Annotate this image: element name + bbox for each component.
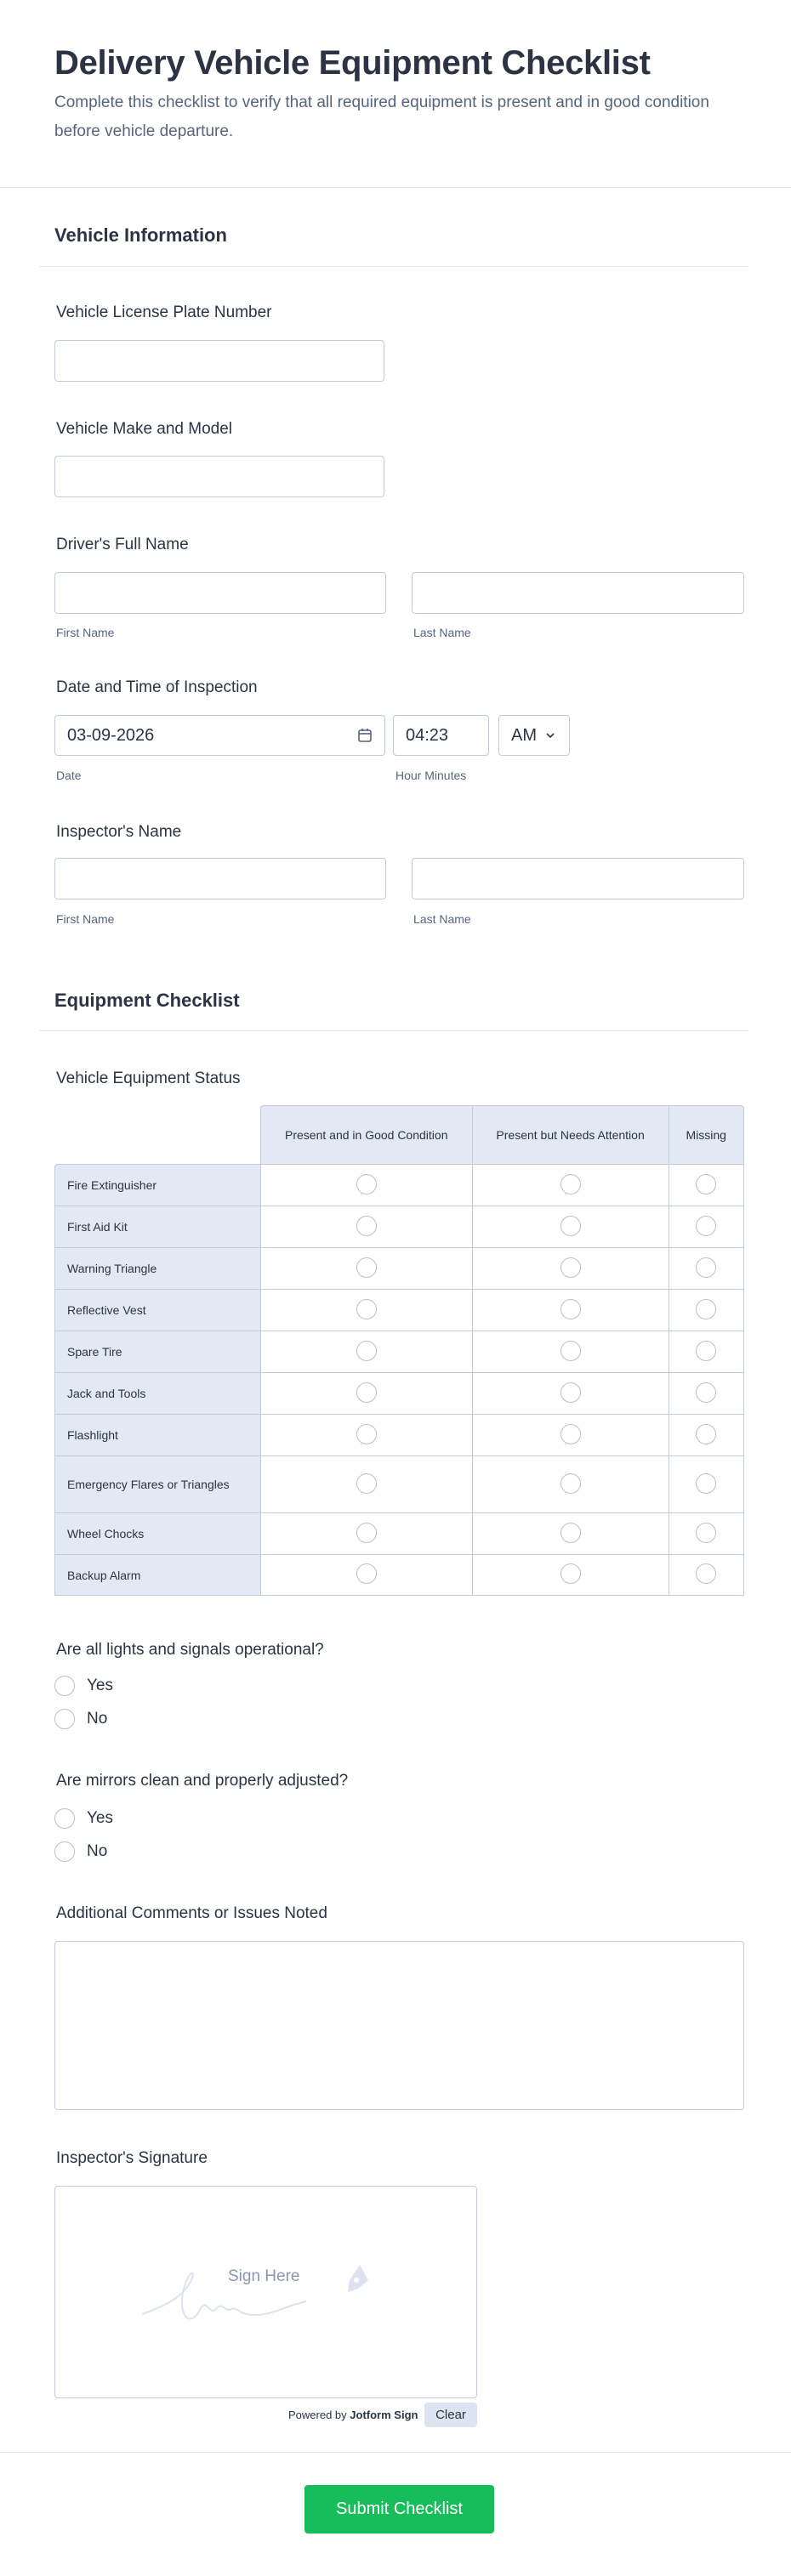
datetime-label: Date and Time of Inspection <box>56 678 258 696</box>
matrix-cell <box>472 1372 669 1414</box>
matrix-row <box>54 1164 744 1206</box>
powered-by-text: Powered by <box>288 2409 347 2421</box>
matrix-radio[interactable] <box>561 1257 581 1278</box>
matrix-header-row <box>54 1105 744 1164</box>
mirrors-question-label: Are mirrors clean and properly adjusted? <box>56 1772 349 1790</box>
matrix-radio[interactable] <box>356 1174 377 1194</box>
lights-question-label: Are all lights and signals operational? <box>56 1641 324 1659</box>
matrix-cell <box>472 1247 669 1289</box>
date-sublabel: Date <box>56 769 82 782</box>
driver-first-name-sublabel: First Name <box>56 626 115 639</box>
matrix-radio[interactable] <box>696 1341 716 1361</box>
matrix-cell <box>260 1206 472 1247</box>
date-input[interactable] <box>54 715 385 756</box>
signature-label: Inspector's Signature <box>56 2149 208 2167</box>
matrix-cell <box>669 1554 744 1596</box>
matrix-cell <box>669 1372 744 1414</box>
inspector-name-label: Inspector's Name <box>56 823 182 841</box>
matrix-row <box>54 1414 744 1455</box>
matrix-row-label: Jack and Tools <box>54 1372 260 1414</box>
matrix-table <box>54 1105 744 1596</box>
ampm-value: AM <box>511 725 537 745</box>
matrix-radio[interactable] <box>561 1382 581 1403</box>
matrix-column-header: Missing <box>669 1105 744 1164</box>
jotform-sign-brand: Jotform Sign <box>350 2409 418 2421</box>
matrix-radio[interactable] <box>356 1216 377 1236</box>
matrix-cell <box>472 1164 669 1206</box>
matrix-row-label: First Aid Kit <box>54 1206 260 1247</box>
matrix-row <box>54 1331 744 1372</box>
comments-textarea[interactable] <box>54 1941 744 2110</box>
radio-button[interactable] <box>54 1808 75 1829</box>
matrix-row-label: Fire Extinguisher <box>54 1164 260 1206</box>
footer-divider <box>0 2452 791 2453</box>
matrix-radio[interactable] <box>356 1341 377 1361</box>
matrix-cell <box>260 1372 472 1414</box>
inspector-first-name-sublabel: First Name <box>56 912 115 926</box>
matrix-row <box>54 1247 744 1289</box>
option-label: Yes <box>87 1677 113 1694</box>
matrix-row-label: Wheel Chocks <box>54 1512 260 1554</box>
make-model-input[interactable] <box>54 456 384 497</box>
matrix-radio[interactable] <box>696 1382 716 1403</box>
matrix-cell <box>472 1414 669 1455</box>
matrix-radio[interactable] <box>356 1257 377 1278</box>
matrix-cell <box>472 1331 669 1372</box>
radio-button[interactable] <box>54 1676 75 1696</box>
matrix-radio[interactable] <box>561 1299 581 1319</box>
time-sublabel: Hour Minutes <box>396 769 467 782</box>
matrix-row <box>54 1554 744 1596</box>
matrix-cell <box>472 1512 669 1554</box>
sign-here-text: Sign Here <box>228 2267 300 2285</box>
matrix-radio[interactable] <box>356 1473 377 1494</box>
matrix-row <box>54 1512 744 1554</box>
matrix-cell <box>472 1206 669 1247</box>
matrix-radio[interactable] <box>696 1216 716 1236</box>
powered-by <box>288 2409 418 2421</box>
lights-option-no[interactable] <box>54 1709 107 1729</box>
option-label: No <box>87 1710 108 1728</box>
inspector-first-name-input[interactable] <box>54 858 386 899</box>
matrix-row-label: Spare Tire <box>54 1331 260 1372</box>
matrix-cell <box>260 1164 472 1206</box>
matrix-column-header: Present but Needs Attention <box>472 1105 669 1164</box>
driver-first-name-input[interactable] <box>54 572 386 614</box>
inspector-last-name-input[interactable] <box>412 858 744 899</box>
plate-label: Vehicle License Plate Number <box>56 304 272 321</box>
make-label: Vehicle Make and Model <box>56 420 233 438</box>
matrix-cell <box>472 1554 669 1596</box>
matrix-radio[interactable] <box>561 1473 581 1494</box>
date-value: 03-09-2026 <box>67 725 155 745</box>
radio-button[interactable] <box>54 1841 75 1862</box>
matrix-row <box>54 1289 744 1331</box>
matrix-cell <box>669 1331 744 1372</box>
matrix-radio[interactable] <box>561 1523 581 1543</box>
matrix-cell <box>669 1289 744 1331</box>
matrix-cell <box>260 1331 472 1372</box>
matrix-radio[interactable] <box>696 1523 716 1543</box>
header-divider <box>0 187 791 188</box>
option-label: No <box>87 1842 108 1860</box>
matrix-radio[interactable] <box>696 1257 716 1278</box>
matrix-cell <box>669 1247 744 1289</box>
chevron-down-icon <box>545 732 555 739</box>
section-divider <box>39 266 748 267</box>
matrix-cell <box>472 1455 669 1512</box>
matrix-cell <box>260 1247 472 1289</box>
mirrors-option-no[interactable] <box>54 1841 107 1862</box>
matrix-radio[interactable] <box>356 1424 377 1444</box>
mirrors-option-yes[interactable] <box>54 1808 113 1829</box>
matrix-cell <box>260 1455 472 1512</box>
matrix-radio[interactable] <box>561 1174 581 1194</box>
matrix-cell <box>669 1164 744 1206</box>
matrix-radio[interactable] <box>356 1299 377 1319</box>
matrix-radio[interactable] <box>561 1341 581 1361</box>
matrix-radio[interactable] <box>696 1424 716 1444</box>
matrix-radio[interactable] <box>696 1473 716 1494</box>
plate-input[interactable] <box>54 340 384 382</box>
matrix-row-label: Reflective Vest <box>54 1289 260 1331</box>
matrix-radio[interactable] <box>356 1523 377 1543</box>
matrix-row <box>54 1455 744 1512</box>
matrix-radio[interactable] <box>561 1424 581 1444</box>
matrix-radio[interactable] <box>561 1563 581 1584</box>
matrix-cell <box>260 1554 472 1596</box>
matrix-cell <box>260 1289 472 1331</box>
driver-name-label: Driver's Full Name <box>56 536 189 553</box>
driver-last-name-sublabel: Last Name <box>413 626 471 639</box>
matrix-cell <box>669 1206 744 1247</box>
section-equipment-checklist: Equipment Checklist <box>54 990 240 1011</box>
matrix-row-label: Emergency Flares or Triangles <box>54 1455 260 1512</box>
comments-label: Additional Comments or Issues Noted <box>56 1904 327 1922</box>
page-title: Delivery Vehicle Equipment Checklist <box>54 44 651 82</box>
matrix-cell <box>260 1414 472 1455</box>
calendar-icon[interactable] <box>357 728 373 743</box>
matrix-row-label: Warning Triangle <box>54 1247 260 1289</box>
matrix-radio[interactable] <box>696 1174 716 1194</box>
matrix-cell <box>669 1455 744 1512</box>
lights-option-yes[interactable] <box>54 1676 113 1696</box>
matrix-column-header: Present and in Good Condition <box>260 1105 472 1164</box>
pen-nib-icon <box>344 2263 370 2297</box>
matrix-radio[interactable] <box>561 1216 581 1236</box>
inspector-last-name-sublabel: Last Name <box>413 912 471 926</box>
matrix-row-label: Backup Alarm <box>54 1554 260 1596</box>
section-divider <box>39 1030 748 1031</box>
matrix-radio[interactable] <box>356 1382 377 1403</box>
matrix-radio[interactable] <box>696 1563 716 1584</box>
matrix-label: Vehicle Equipment Status <box>56 1070 241 1087</box>
matrix-radio[interactable] <box>356 1563 377 1584</box>
signature-pad[interactable] <box>54 2186 477 2398</box>
matrix-row <box>54 1206 744 1247</box>
clear-signature-button[interactable]: Clear <box>424 2403 477 2427</box>
ampm-select[interactable] <box>498 715 570 756</box>
equipment-status-matrix <box>54 1105 744 1596</box>
time-input[interactable]: 04:23 <box>393 715 489 756</box>
matrix-cell <box>669 1512 744 1554</box>
matrix-cell <box>669 1414 744 1455</box>
matrix-row-label: Flashlight <box>54 1414 260 1455</box>
section-vehicle-information: Vehicle Information <box>54 224 227 246</box>
radio-button[interactable] <box>54 1709 75 1729</box>
page-subtitle: Complete this checklist to verify that all required equipment is present and in good condition before vehicle departure. <box>54 94 709 140</box>
driver-last-name-input[interactable] <box>412 572 744 614</box>
matrix-cell <box>472 1289 669 1331</box>
matrix-radio[interactable] <box>696 1299 716 1319</box>
matrix-row <box>54 1372 744 1414</box>
option-label: Yes <box>87 1809 113 1827</box>
submit-button[interactable]: Submit Checklist <box>304 2485 494 2533</box>
matrix-cell <box>260 1512 472 1554</box>
